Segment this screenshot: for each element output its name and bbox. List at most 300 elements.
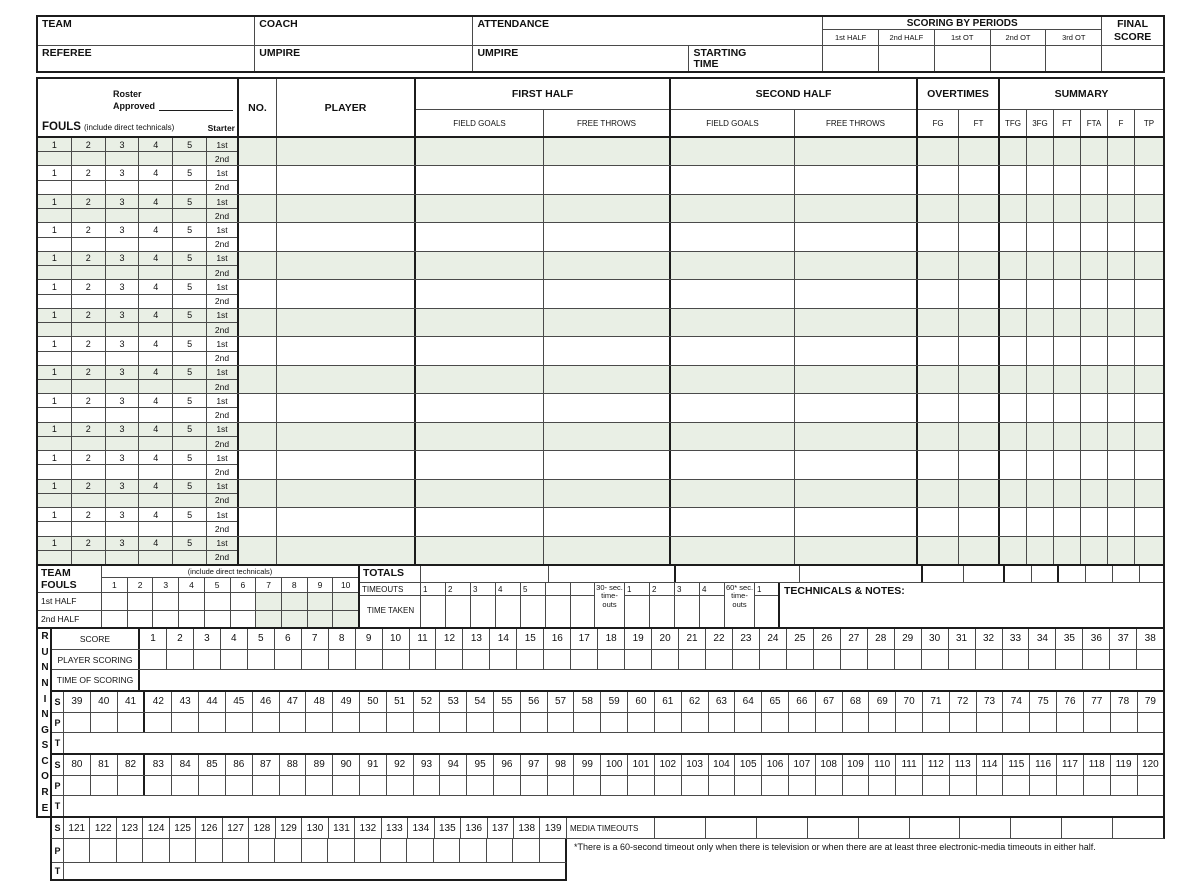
starting-time-field[interactable]	[689, 46, 822, 71]
foul-box[interactable]	[173, 408, 206, 421]
timeout-box[interactable]	[650, 583, 675, 627]
timeout-box[interactable]	[625, 583, 650, 627]
player-scoring-cell[interactable]	[118, 713, 146, 733]
f-cell[interactable]	[1108, 223, 1135, 250]
foul-box[interactable]: 3	[106, 138, 139, 152]
player-scoring-cell[interactable]	[434, 839, 460, 862]
foul-box[interactable]: 3	[106, 195, 139, 209]
timeout-fill[interactable]	[421, 596, 445, 627]
f-cell[interactable]	[1108, 366, 1135, 393]
score-number-cell[interactable]: 85	[199, 755, 226, 775]
score-number-cell[interactable]: 88	[280, 755, 307, 775]
threefg-cell[interactable]	[1027, 337, 1054, 364]
foul-box[interactable]	[139, 238, 172, 251]
score-number-cell[interactable]: 20	[652, 629, 679, 649]
score-number-cell[interactable]: 78	[1111, 692, 1138, 712]
foul-box[interactable]	[38, 380, 71, 393]
foul-box[interactable]	[173, 522, 206, 535]
foul-box[interactable]	[139, 352, 172, 365]
score-number-cell[interactable]: 119	[1111, 755, 1138, 775]
player-scoring-cell[interactable]	[356, 650, 383, 670]
score-number-cell[interactable]: 3	[194, 629, 221, 649]
team-foul-box[interactable]	[308, 611, 334, 628]
score-number-cell[interactable]: 24	[760, 629, 787, 649]
team-foul-box[interactable]	[179, 593, 205, 610]
timeout-box[interactable]	[571, 583, 595, 627]
score-number-cell[interactable]: 103	[682, 755, 709, 775]
tfg-cell[interactable]	[1000, 138, 1027, 165]
foul-box[interactable]: 2	[72, 537, 105, 551]
foul-box[interactable]: 2	[72, 223, 105, 237]
score-number-cell[interactable]: 73	[977, 692, 1004, 712]
score-number-cell[interactable]: 29	[895, 629, 922, 649]
score-number-cell[interactable]: 113	[950, 755, 977, 775]
player-scoring-cell[interactable]	[571, 650, 598, 670]
player-scoring-cell[interactable]	[460, 839, 486, 862]
ot-ft-cell[interactable]	[959, 309, 1000, 336]
player-scoring-cell[interactable]	[922, 650, 949, 670]
sh-ft-cell[interactable]	[795, 166, 918, 193]
player-scoring-cell[interactable]	[868, 650, 895, 670]
player-scoring-cell[interactable]	[1003, 776, 1030, 796]
score-number-cell[interactable]: 64	[735, 692, 762, 712]
player-scoring-cell[interactable]	[381, 839, 407, 862]
foul-box[interactable]: 2	[72, 138, 105, 152]
sh-fg-cell[interactable]	[671, 423, 795, 450]
fta-cell[interactable]	[1081, 223, 1108, 250]
player-number-cell[interactable]	[239, 508, 277, 535]
player-scoring-cell[interactable]	[387, 776, 414, 796]
foul-box[interactable]: 1	[38, 366, 71, 380]
player-number-cell[interactable]	[239, 166, 277, 193]
player-scoring-cell[interactable]	[517, 650, 544, 670]
foul-box[interactable]: 4	[139, 366, 172, 380]
player-name-cell[interactable]	[277, 480, 416, 507]
foul-box[interactable]: 3	[106, 252, 139, 266]
timeout-fill[interactable]	[521, 596, 545, 627]
player-number-cell[interactable]	[239, 394, 277, 421]
player-scoring-cell[interactable]	[1029, 650, 1056, 670]
time-of-scoring-field[interactable]	[64, 796, 1163, 816]
score-number-cell[interactable]: 93	[414, 755, 441, 775]
timeout-box[interactable]	[446, 583, 471, 627]
foul-box[interactable]	[38, 181, 71, 194]
player-name-cell[interactable]	[277, 195, 416, 222]
score-number-cell[interactable]: 34	[1029, 629, 1056, 649]
player-scoring-cell[interactable]	[1057, 713, 1084, 733]
player-scoring-cell[interactable]	[1138, 713, 1164, 733]
foul-box[interactable]: 4	[139, 223, 172, 237]
foul-box[interactable]	[38, 352, 71, 365]
foul-box[interactable]: 4	[139, 423, 172, 437]
foul-box[interactable]	[173, 494, 206, 507]
player-scoring-cell[interactable]	[923, 713, 950, 733]
player-scoring-cell[interactable]	[950, 713, 977, 733]
ot-fg-cell[interactable]	[918, 195, 959, 222]
player-scoring-cell[interactable]	[64, 839, 90, 862]
score-number-cell[interactable]: 14	[490, 629, 517, 649]
player-scoring-cell[interactable]	[275, 650, 302, 670]
foul-box[interactable]	[38, 465, 71, 478]
score-number-cell[interactable]: 43	[172, 692, 199, 712]
score-number-cell[interactable]: 132	[355, 818, 381, 838]
score-number-cell[interactable]: 108	[816, 755, 843, 775]
score-number-cell[interactable]: 114	[977, 755, 1004, 775]
foul-box[interactable]: 5	[173, 480, 206, 494]
player-scoring-cell[interactable]	[414, 713, 441, 733]
foul-box[interactable]: 5	[173, 166, 206, 180]
foul-box[interactable]: 2	[72, 252, 105, 266]
ot-ft-cell[interactable]	[959, 366, 1000, 393]
score-number-cell[interactable]: 26	[814, 629, 841, 649]
player-scoring-cell[interactable]	[306, 776, 333, 796]
player-scoring-cell[interactable]	[652, 650, 679, 670]
tp-cell[interactable]	[1135, 423, 1163, 450]
foul-box[interactable]: 5	[173, 537, 206, 551]
foul-box[interactable]: 1	[38, 480, 71, 494]
player-scoring-cell[interactable]	[625, 650, 652, 670]
threefg-cell[interactable]	[1027, 195, 1054, 222]
player-name-cell[interactable]	[277, 366, 416, 393]
score-number-cell[interactable]: 5	[248, 629, 275, 649]
foul-box[interactable]: 1	[38, 223, 71, 237]
score-number-cell[interactable]: 21	[679, 629, 706, 649]
score-number-cell[interactable]: 48	[306, 692, 333, 712]
timeout-box[interactable]	[421, 583, 446, 627]
threefg-cell[interactable]	[1027, 480, 1054, 507]
foul-box[interactable]: 3	[106, 537, 139, 551]
score-number-cell[interactable]: 61	[655, 692, 682, 712]
foul-box[interactable]	[72, 380, 105, 393]
score-number-cell[interactable]: 90	[333, 755, 360, 775]
player-scoring-cell[interactable]	[64, 776, 91, 796]
ot-fg-cell[interactable]	[918, 366, 959, 393]
totals-cell[interactable]	[923, 566, 964, 582]
tfg-cell[interactable]	[1000, 252, 1027, 279]
player-scoring-cell[interactable]	[1111, 713, 1138, 733]
score-number-cell[interactable]: 124	[143, 818, 169, 838]
player-scoring-cell[interactable]	[221, 650, 248, 670]
score-number-cell[interactable]: 83	[145, 755, 172, 775]
team-foul-box[interactable]	[256, 611, 282, 628]
f-cell[interactable]	[1108, 280, 1135, 307]
score-number-cell[interactable]: 67	[816, 692, 843, 712]
team-foul-box[interactable]	[153, 593, 179, 610]
foul-box[interactable]	[72, 494, 105, 507]
fh-fg-cell[interactable]	[416, 223, 544, 250]
score-number-cell[interactable]: 75	[1030, 692, 1057, 712]
player-scoring-cell[interactable]	[383, 650, 410, 670]
score-number-cell[interactable]: 139	[540, 818, 566, 838]
player-number-cell[interactable]	[239, 138, 277, 165]
tfg-cell[interactable]	[1000, 337, 1027, 364]
ot-fg-cell[interactable]	[918, 138, 959, 165]
player-scoring-cell[interactable]	[223, 839, 249, 862]
player-scoring-cell[interactable]	[789, 776, 816, 796]
tfg-cell[interactable]	[1000, 451, 1027, 478]
tfg-cell[interactable]	[1000, 166, 1027, 193]
media-timeout-cell[interactable]	[1011, 818, 1062, 838]
score-number-cell[interactable]: 57	[548, 692, 575, 712]
threefg-cell[interactable]	[1027, 423, 1054, 450]
score-number-cell[interactable]: 111	[896, 755, 923, 775]
player-scoring-cell[interactable]	[1110, 650, 1137, 670]
score-number-cell[interactable]: 1	[140, 629, 167, 649]
foul-box[interactable]	[38, 408, 71, 421]
timeout-fill[interactable]	[496, 596, 520, 627]
player-scoring-cell[interactable]	[302, 650, 329, 670]
foul-box[interactable]	[173, 209, 206, 222]
score-number-cell[interactable]: 117	[1057, 755, 1084, 775]
player-name-cell[interactable]	[277, 451, 416, 478]
player-scoring-cell[interactable]	[1003, 713, 1030, 733]
score-number-cell[interactable]: 25	[787, 629, 814, 649]
foul-box[interactable]: 2	[72, 508, 105, 522]
foul-box[interactable]	[72, 323, 105, 336]
foul-box[interactable]: 5	[173, 280, 206, 294]
foul-box[interactable]: 3	[106, 508, 139, 522]
foul-box[interactable]: 3	[106, 480, 139, 494]
foul-box[interactable]: 5	[173, 138, 206, 152]
player-scoring-cell[interactable]	[548, 713, 575, 733]
foul-box[interactable]	[139, 522, 172, 535]
threefg-cell[interactable]	[1027, 138, 1054, 165]
f-cell[interactable]	[1108, 537, 1135, 564]
score-number-cell[interactable]: 56	[521, 692, 548, 712]
score-number-cell[interactable]: 104	[709, 755, 736, 775]
player-scoring-cell[interactable]	[598, 650, 625, 670]
score-number-cell[interactable]: 18	[598, 629, 625, 649]
player-scoring-cell[interactable]	[762, 776, 789, 796]
ft-cell[interactable]	[1054, 337, 1081, 364]
totals-cell[interactable]	[964, 566, 1005, 582]
player-name-cell[interactable]	[277, 508, 416, 535]
period-score-cell[interactable]	[1046, 46, 1101, 71]
player-scoring-cell[interactable]	[628, 776, 655, 796]
ot-ft-cell[interactable]	[959, 423, 1000, 450]
threefg-cell[interactable]	[1027, 451, 1054, 478]
sh-ft-cell[interactable]	[795, 309, 918, 336]
ot-ft-cell[interactable]	[959, 480, 1000, 507]
player-scoring-cell[interactable]	[253, 713, 280, 733]
player-scoring-cell[interactable]	[1057, 776, 1084, 796]
foul-box[interactable]	[72, 295, 105, 308]
umpire1-field[interactable]	[255, 46, 472, 71]
score-number-cell[interactable]: 121	[64, 818, 90, 838]
sh-fg-cell[interactable]	[671, 366, 795, 393]
team-foul-box[interactable]	[128, 593, 154, 610]
foul-box[interactable]	[139, 408, 172, 421]
player-number-cell[interactable]	[239, 537, 277, 564]
score-number-cell[interactable]: 127	[223, 818, 249, 838]
score-number-cell[interactable]: 123	[117, 818, 143, 838]
sh-fg-cell[interactable]	[671, 280, 795, 307]
foul-box[interactable]	[139, 465, 172, 478]
fh-ft-cell[interactable]	[544, 138, 671, 165]
player-scoring-cell[interactable]	[410, 650, 437, 670]
tfg-cell[interactable]	[1000, 223, 1027, 250]
sh-ft-cell[interactable]	[795, 451, 918, 478]
score-number-cell[interactable]: 47	[280, 692, 307, 712]
player-scoring-cell[interactable]	[414, 776, 441, 796]
player-scoring-cell[interactable]	[167, 650, 194, 670]
foul-box[interactable]	[173, 323, 206, 336]
player-scoring-cell[interactable]	[355, 839, 381, 862]
ft-cell[interactable]	[1054, 394, 1081, 421]
foul-box[interactable]	[38, 152, 71, 165]
timeout-box[interactable]	[546, 583, 571, 627]
foul-box[interactable]	[173, 181, 206, 194]
score-number-cell[interactable]: 97	[521, 755, 548, 775]
fta-cell[interactable]	[1081, 394, 1108, 421]
foul-box[interactable]: 4	[139, 195, 172, 209]
fh-fg-cell[interactable]	[416, 280, 544, 307]
player-scoring-cell[interactable]	[1084, 713, 1111, 733]
f-cell[interactable]	[1108, 138, 1135, 165]
fh-fg-cell[interactable]	[416, 138, 544, 165]
media-timeout-cell[interactable]	[757, 818, 808, 838]
player-scoring-cell[interactable]	[682, 776, 709, 796]
f-cell[interactable]	[1108, 166, 1135, 193]
foul-box[interactable]: 4	[139, 166, 172, 180]
ot-fg-cell[interactable]	[918, 309, 959, 336]
sh-fg-cell[interactable]	[671, 508, 795, 535]
team-foul-box[interactable]	[231, 593, 257, 610]
player-number-cell[interactable]	[239, 337, 277, 364]
player-scoring-cell[interactable]	[895, 650, 922, 670]
fta-cell[interactable]	[1081, 366, 1108, 393]
player-number-cell[interactable]	[239, 252, 277, 279]
foul-box[interactable]: 2	[72, 423, 105, 437]
foul-box[interactable]: 4	[139, 337, 172, 351]
player-scoring-cell[interactable]	[655, 776, 682, 796]
player-scoring-cell[interactable]	[333, 776, 360, 796]
ot-fg-cell[interactable]	[918, 223, 959, 250]
fh-fg-cell[interactable]	[416, 309, 544, 336]
foul-box[interactable]	[106, 551, 139, 564]
player-scoring-cell[interactable]	[843, 776, 870, 796]
ot-fg-cell[interactable]	[918, 394, 959, 421]
ft-cell[interactable]	[1054, 480, 1081, 507]
ft-cell[interactable]	[1054, 508, 1081, 535]
foul-box[interactable]	[106, 323, 139, 336]
timeout-box[interactable]	[675, 583, 700, 627]
ot-ft-cell[interactable]	[959, 138, 1000, 165]
score-number-cell[interactable]: 112	[923, 755, 950, 775]
score-number-cell[interactable]: 38	[1144, 633, 1156, 645]
f-cell[interactable]	[1108, 508, 1135, 535]
sh-ft-cell[interactable]	[795, 280, 918, 307]
player-scoring-cell[interactable]	[494, 776, 521, 796]
player-scoring-cell[interactable]	[360, 776, 387, 796]
player-scoring-cell[interactable]	[145, 776, 172, 796]
sh-fg-cell[interactable]	[671, 480, 795, 507]
foul-box[interactable]: 4	[139, 508, 172, 522]
score-number-cell[interactable]: 120	[1142, 759, 1159, 771]
tp-cell[interactable]	[1135, 309, 1163, 336]
score-number-cell[interactable]: 17	[571, 629, 598, 649]
player-scoring-cell[interactable]	[1137, 650, 1163, 670]
period-score-cell[interactable]	[823, 46, 879, 71]
score-number-cell[interactable]: 53	[440, 692, 467, 712]
player-name-cell[interactable]	[277, 394, 416, 421]
sh-fg-cell[interactable]	[671, 451, 795, 478]
foul-box[interactable]: 3	[106, 423, 139, 437]
player-scoring-cell[interactable]	[440, 713, 467, 733]
foul-box[interactable]: 3	[106, 337, 139, 351]
score-number-cell[interactable]: 44	[199, 692, 226, 712]
ft-cell[interactable]	[1054, 537, 1081, 564]
timeout-fill[interactable]	[625, 596, 649, 627]
score-number-cell[interactable]: 71	[923, 692, 950, 712]
foul-box[interactable]	[72, 238, 105, 251]
sh-fg-cell[interactable]	[671, 166, 795, 193]
foul-box[interactable]	[106, 494, 139, 507]
player-scoring-cell[interactable]	[760, 650, 787, 670]
ft-cell[interactable]	[1054, 252, 1081, 279]
foul-box[interactable]: 2	[72, 309, 105, 323]
score-number-cell[interactable]: 36	[1083, 629, 1110, 649]
sh-fg-cell[interactable]	[671, 252, 795, 279]
foul-box[interactable]	[38, 551, 71, 564]
ft-cell[interactable]	[1054, 195, 1081, 222]
foul-box[interactable]: 2	[72, 195, 105, 209]
player-scoring-cell[interactable]	[463, 650, 490, 670]
player-scoring-cell[interactable]	[440, 776, 467, 796]
fh-fg-cell[interactable]	[416, 252, 544, 279]
foul-box[interactable]: 1	[38, 508, 71, 522]
foul-box[interactable]	[72, 266, 105, 279]
player-scoring-cell[interactable]	[226, 713, 253, 733]
foul-box[interactable]	[72, 522, 105, 535]
score-number-cell[interactable]: 10	[383, 629, 410, 649]
player-name-cell[interactable]	[277, 223, 416, 250]
player-scoring-cell[interactable]	[196, 839, 222, 862]
fh-fg-cell[interactable]	[416, 451, 544, 478]
foul-box[interactable]: 1	[38, 195, 71, 209]
tp-cell[interactable]	[1135, 166, 1163, 193]
foul-box[interactable]: 4	[139, 394, 172, 408]
foul-box[interactable]: 1	[38, 166, 71, 180]
fh-fg-cell[interactable]	[416, 423, 544, 450]
foul-box[interactable]: 5	[173, 366, 206, 380]
foul-box[interactable]: 3	[106, 309, 139, 323]
foul-box[interactable]	[173, 551, 206, 564]
player-scoring-cell[interactable]	[140, 650, 167, 670]
fh-ft-cell[interactable]	[544, 280, 671, 307]
score-number-cell[interactable]: 7	[302, 629, 329, 649]
player-scoring-cell[interactable]	[248, 650, 275, 670]
score-number-cell[interactable]: 125	[170, 818, 196, 838]
player-scoring-cell[interactable]	[1138, 776, 1164, 796]
player-scoring-cell[interactable]	[977, 713, 1004, 733]
score-number-cell[interactable]: 46	[253, 692, 280, 712]
foul-box[interactable]	[173, 295, 206, 308]
score-number-cell[interactable]: 107	[789, 755, 816, 775]
fta-cell[interactable]	[1081, 337, 1108, 364]
score-number-cell[interactable]: 79	[1144, 696, 1156, 708]
score-number-cell[interactable]: 137	[488, 818, 514, 838]
foul-box[interactable]	[139, 209, 172, 222]
team-foul-box[interactable]	[333, 611, 358, 628]
sh-ft-cell[interactable]	[795, 138, 918, 165]
fh-ft-cell[interactable]	[544, 423, 671, 450]
score-number-cell[interactable]: 136	[461, 818, 487, 838]
team-foul-box[interactable]	[256, 593, 282, 610]
ot-ft-cell[interactable]	[959, 394, 1000, 421]
score-number-cell[interactable]: 130	[302, 818, 328, 838]
f-cell[interactable]	[1108, 309, 1135, 336]
